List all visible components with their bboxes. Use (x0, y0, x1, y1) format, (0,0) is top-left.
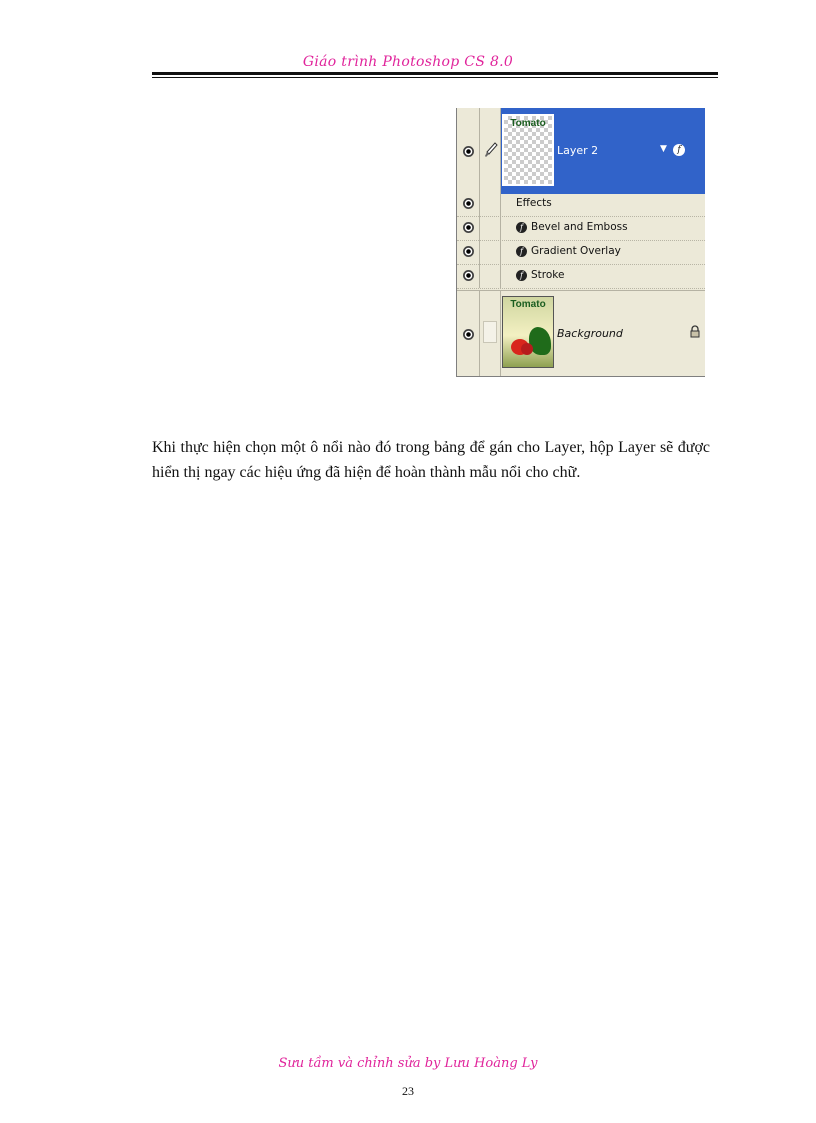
fx-icon: f (516, 222, 527, 233)
fx-icon: f (673, 144, 685, 156)
effect-row[interactable] (457, 216, 705, 241)
background-thumbnail-label: Tomato (510, 299, 546, 310)
fx-icon: f (516, 246, 527, 257)
layer-row-layer2[interactable] (457, 108, 705, 194)
layer-row-background[interactable] (457, 290, 705, 377)
effect-label: Stroke (531, 269, 565, 281)
eye-icon[interactable] (463, 146, 474, 157)
eye-icon[interactable] (463, 270, 474, 281)
page-number: 23 (402, 1084, 414, 1098)
layer2-name: Layer 2 (557, 144, 599, 157)
body-paragraph: Khi thực hiện chọn một ô nổi nào đó trong bảng để gán cho Layer, hộp Layer sẽ được hiển thị ngay các hiệu ứng đã hiện để hoàn thành mẫu nổi cho chữ. (152, 439, 710, 481)
header-title: Giáo trình Photoshop CS 8.0 (302, 54, 514, 70)
layers-panel-image (456, 108, 705, 377)
effects-label: Effects (516, 197, 552, 209)
effects-row[interactable] (457, 192, 705, 217)
filter-icon[interactable]: ▼ (660, 144, 667, 154)
tomato-shape (521, 343, 533, 355)
footer-credit: Sưu tầm và chỉnh sửa by Lưu Hoàng Ly (278, 1056, 538, 1071)
effect-row[interactable] (457, 240, 705, 265)
layer2-thumbnail-label: Tomato (510, 118, 546, 129)
eye-icon[interactable] (463, 329, 474, 340)
eye-icon[interactable] (463, 198, 474, 209)
layer2-thumbnail (502, 114, 554, 186)
header-rule-thick (152, 72, 718, 75)
eye-icon[interactable] (463, 222, 474, 233)
effect-label: Bevel and Emboss (531, 221, 628, 233)
background-thumbnail (502, 296, 554, 368)
lock-icon (690, 325, 700, 338)
header-rule-thin (152, 77, 718, 78)
brush-icon (484, 142, 498, 158)
eye-icon[interactable] (463, 246, 474, 257)
link-box[interactable] (483, 321, 497, 343)
fx-icon: f (516, 270, 527, 281)
background-name: Background (557, 327, 623, 340)
effect-label: Gradient Overlay (531, 245, 621, 257)
effect-row[interactable] (457, 264, 705, 289)
